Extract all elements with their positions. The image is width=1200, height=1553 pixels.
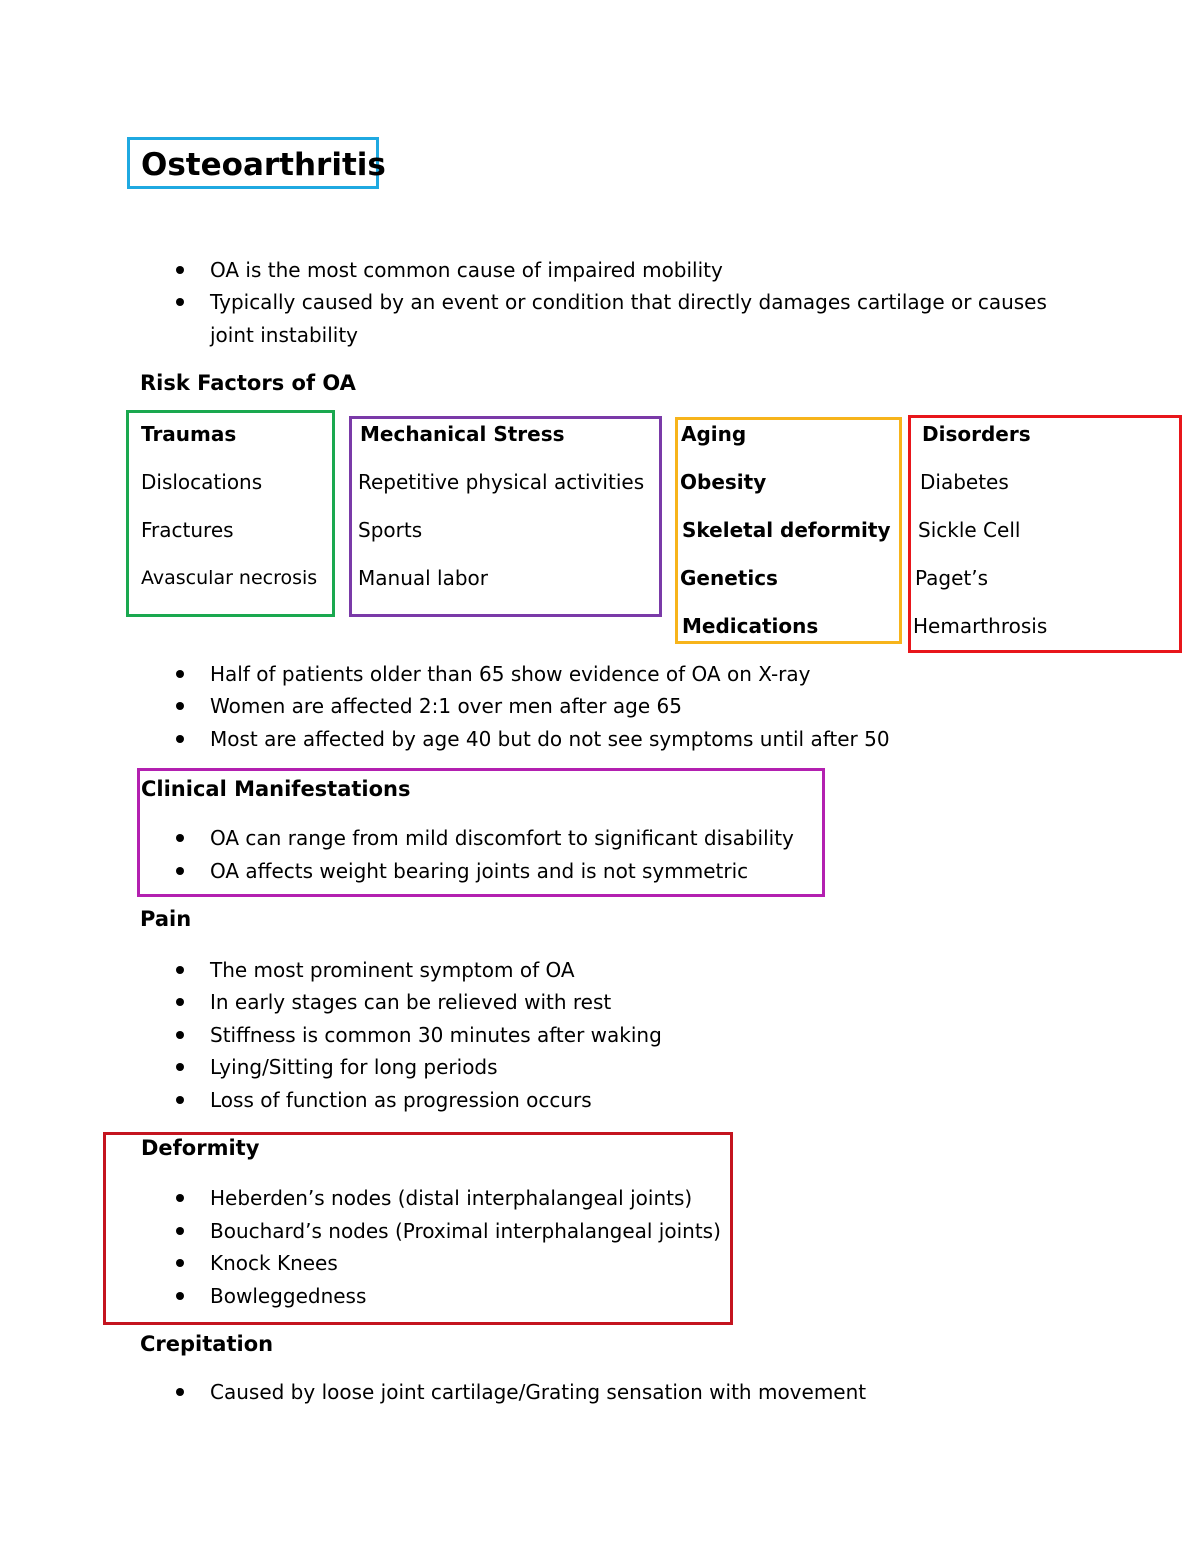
bullet-icon <box>176 1227 184 1235</box>
bullet-icon <box>176 670 184 678</box>
bullet-icon <box>176 966 184 974</box>
list-item: Loss of function as progression occurs <box>210 1086 592 1114</box>
column-header-traumas: Traumas <box>141 422 237 446</box>
list-item: Typically caused by an event or condition that directly damages cartilage or causes <box>210 288 1047 316</box>
list-item: Obesity <box>680 470 767 494</box>
list-item: In early stages can be relieved with rest <box>210 988 611 1016</box>
list-item: Hemarthrosis <box>913 614 1048 638</box>
pain-heading: Pain <box>140 907 192 931</box>
list-item: Fractures <box>141 518 234 542</box>
column-header-mechanical-stress: Mechanical Stress <box>360 422 565 446</box>
list-item: Skeletal deformity <box>682 518 891 542</box>
list-item: Repetitive physical activities <box>358 470 645 494</box>
list-item: OA affects weight bearing joints and is not symmetric <box>210 857 748 885</box>
crepitation-heading: Crepitation <box>140 1332 274 1356</box>
bullet-icon <box>176 735 184 743</box>
list-item-continuation: joint instability <box>210 323 359 347</box>
list-item: Heberden’s nodes (distal interphalangeal joints) <box>210 1184 692 1212</box>
list-item: Diabetes <box>920 470 1009 494</box>
list-item: Paget’s <box>915 566 989 590</box>
list-item: Manual labor <box>358 566 488 590</box>
list-item: Bowleggedness <box>210 1282 366 1310</box>
bullet-icon <box>176 298 184 306</box>
list-item: The most prominent symptom of OA <box>210 956 575 984</box>
risk-factors-heading: Risk Factors of OA <box>140 371 356 395</box>
bullet-icon <box>176 1388 184 1396</box>
list-item: OA is the most common cause of impaired mobility <box>210 256 723 284</box>
list-item: Knock Knees <box>210 1249 338 1277</box>
list-item: Sports <box>358 518 423 542</box>
bullet-icon <box>176 1259 184 1267</box>
list-item: Caused by loose joint cartilage/Grating sensation with movement <box>210 1378 866 1406</box>
column-header-disorders: Disorders <box>922 422 1031 446</box>
deformity-heading: Deformity <box>141 1136 260 1160</box>
clinical-manifestations-heading: Clinical Manifestations <box>141 777 411 801</box>
bullet-icon <box>176 1194 184 1202</box>
bullet-icon <box>176 998 184 1006</box>
list-item: Dislocations <box>141 470 263 494</box>
list-item: Half of patients older than 65 show evidence of OA on X-ray <box>210 660 810 688</box>
page-title: Osteoarthritis <box>141 147 386 183</box>
bullet-icon <box>176 266 184 274</box>
bullet-icon <box>176 1063 184 1071</box>
list-item: Medications <box>682 614 819 638</box>
column-header-aging: Aging <box>681 422 747 446</box>
list-item: Most are affected by age 40 but do not see symptoms until after 50 <box>210 725 890 753</box>
list-item: Bouchard’s nodes (Proximal interphalangeal joints) <box>210 1217 721 1245</box>
bullet-icon <box>176 867 184 875</box>
list-item: OA can range from mild discomfort to significant disability <box>210 824 794 852</box>
bullet-icon <box>176 1292 184 1300</box>
bullet-icon <box>176 702 184 710</box>
bullet-icon <box>176 1096 184 1104</box>
list-item: Sickle Cell <box>918 518 1021 542</box>
list-item: Genetics <box>680 566 778 590</box>
list-item: Lying/Sitting for long periods <box>210 1053 498 1081</box>
bullet-icon <box>176 834 184 842</box>
list-item: Women are affected 2:1 over men after age 65 <box>210 692 682 720</box>
list-item: Stiffness is common 30 minutes after waking <box>210 1021 662 1049</box>
list-item: Avascular necrosis <box>141 567 318 589</box>
bullet-icon <box>176 1031 184 1039</box>
